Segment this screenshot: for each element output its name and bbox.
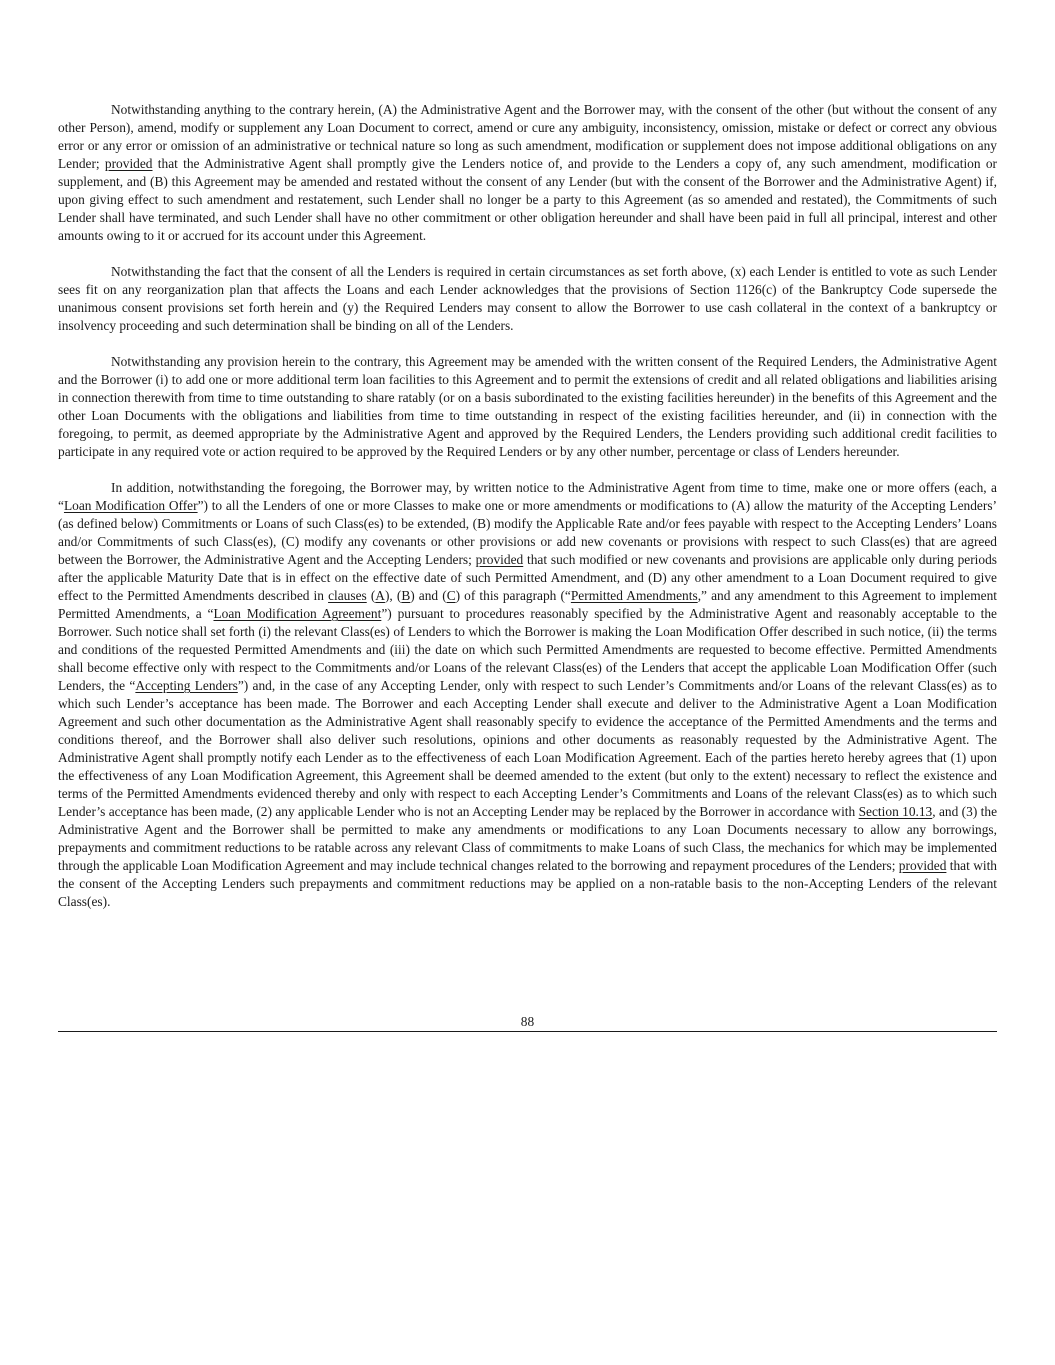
clause-c-reference: C — [446, 588, 456, 603]
clause-a-reference: A — [375, 588, 385, 603]
text-run: that such modified or new covenants and provisions are applicable only during periods after the applicable Maturity Date that is in effect on the effective date of such Permitted Amendment, and (D) any other amendment to a Loan Document required to give effect to the Permitted Amendments described in — [58, 552, 997, 603]
paragraph-loan-modification — [58, 479, 997, 911]
provided-term: provided — [104, 156, 153, 171]
paragraph-amendment-corrections — [58, 101, 997, 245]
text-run: ”) to all the Lenders of one or more Classes to make one or more amendments or modifications to (A) allow the maturity of the Accepting Lenders’ (as defined below) Commitments or Loans of such Class(es) to be extended, (B) modify the Applicable Rate and/or fees payable with respect to the Accepting Lenders’ Loans and/or Commitments of such Class(es), (C) modify any covenants or other provisions or add new covenants or provisions with respect to such Class(es) that are agreed between the Borrower, the Administrative Agent and the Accepting Lenders; — [58, 498, 998, 567]
defined-term-loan-modification-agreement: Loan Modification Agreement — [213, 606, 382, 621]
text-run: In addition, notwithstanding the foregoing, the Borrower may, by written notice to the Administrative Agent from time to time, make one or more offers (each, a “ — [58, 480, 997, 513]
document-body — [58, 101, 997, 911]
defined-term-loan-modification-offer: Loan Modification Offer — [63, 498, 198, 513]
paragraph-bankruptcy-consent: Notwithstanding the fact that the consent of all the Lenders is required in certain circumstances as set forth above, (x) each Lender is entitled to vote as such Lender sees fit on any reorganization plan that affects the Loans and each Lender acknowledges that the provisions of Section 1126(c) of the Bankruptcy Code supersede the unanimous consent provisions set forth herein and (y) the Required Lenders may consent to allow the Borrower to use cash collateral in the context of a bankruptcy or insolvency proceeding and such determination shall be binding on all of the Lenders. — [58, 264, 997, 333]
text-run: ( — [366, 588, 376, 603]
defined-term-accepting-lenders: Accepting Lenders — [135, 678, 238, 693]
text-run: Notwithstanding anything to the contrary herein, (A) the Administrative Agent and the Borrower may, with the consent of the other (but without the consent of any other Person), amend, modify or supplement any Loan Document to correct, amend or cure any ambiguity, inconsistency, omission, mistake or defect or correct any obvious error or any error or omission of an administrative or technical nature so long as such amendment, modification or supplement does not impose additional obligations on any Lender; — [58, 102, 997, 171]
page-number: 88 — [520, 1014, 535, 1029]
paragraph-additional-facilities: Notwithstanding any provision herein to the contrary, this Agreement may be amended with the written consent of the Required Lenders, the Administrative Agent and the Borrower (i) to add one or more additional term loan facilities to this Agreement and to permit the extensions of credit and all related obligations and liabilities arising in connection therewith from time to time outstanding to share ratably (or on a basis subordinated to the existing facilities hereunder) in the benefits of this Agreement and the other Loan Documents with the obligations and liabilities from time to time outstanding in respect of the existing facilities hereunder, and (ii) in connection with the foregoing, to permit, as deemed appropriate by the Administrative Agent and approved by the Required Lenders, the Lenders providing such additional credit facilities to participate in any required vote or action required to be approved by the Required Lenders or by any other number, percentage or class of Lenders hereunder. — [58, 354, 997, 459]
clauses-reference: clauses — [328, 588, 367, 603]
clause-b-reference: B — [401, 588, 411, 603]
text-run: ) of this paragraph (“ — [455, 588, 571, 603]
text-run: ,” and any amendment to this Agreement to implement Permitted Amendments, a “ — [58, 588, 997, 621]
text-run: ), ( — [384, 588, 402, 603]
text-run: that with the consent of the Accepting Lenders such prepayments and commitment reductions may be applied on a non-ratable basis to the non-Accepting Lenders of the relevant Class(es). — [58, 858, 997, 909]
text-run: ”) and, in the case of any Accepting Lender, only with respect to such Lender’s Commitments and/or Loans of the relevant Class(es) as to which such Lender’s acceptance has been made. The Borrower and each Accepting Lender shall execute and deliver to the Administrative Agent a Loan Modification Agreement and such other documentation as the Administrative Agent shall reasonably specify to evidence the acceptance of the Permitted Amendments and the terms and conditions thereof, and the Borrower shall also deliver such resolutions, opinions and other documents as reasonably requested by the Administrative Agent. The Administrative Agent shall promptly notify each Lender as to the effectiveness of each Loan Modification Agreement. Each of the parties hereto hereby agrees that (1) upon the effectiveness of any Loan Modification Agreement, this Agreement shall be deemed amended to the extent (but only to the extent) necessary to reflect the existence and terms of the Permitted Amendments evidenced thereby and only with respect to each Accepting Lender’s Commitments and Loans of the relevant Class(es) as to which such Lender’s acceptance has been made, (2) any applicable Lender who is not an Accepting Lender may be replaced by the Borrower in accordance with — [58, 678, 997, 819]
text-run: ”) pursuant to procedures reasonably specified by the Administrative Agent and reasonably acceptable to the Borrower. Such notice shall set forth (i) the relevant Class(es) of Lenders to which the Borrower is making the Loan Modification Offer described in such notice, (ii) the terms and conditions of the requested Permitted Amendments and (iii) the date on which such Permitted Amendments are requested to become effective. Permitted Amendments shall become effective only with respect to the Commitments and/or Loans of the relevant Class(es) of the Lenders that accept the applicable Loan Modification Offer (such Lenders, the “ — [58, 606, 997, 693]
text-run: , and (3) the Administrative Agent and the Borrower shall be permitted to make any amendments or modifications to any Loan Documents necessary to allow any borrowings, prepayments and commitment reductions to be ratable across any relevant Class of commitments to make Loans of such Class, the mechanics for which may be implemented through the applicable Loan Modification Agreement and may include technical changes related to the borrowing and repayment procedures of the Lenders; — [58, 804, 998, 873]
footer-rule — [58, 1031, 997, 1032]
defined-term-permitted-amendments: Permitted Amendments — [570, 588, 698, 603]
text-run: ) and ( — [410, 588, 447, 603]
provided-term: provided — [898, 858, 947, 873]
provided-term: provided — [475, 552, 524, 567]
section-reference: Section 10.13 — [858, 804, 933, 819]
text-run: that the Administrative Agent shall promptly give the Lenders notice of, and provide to the Lenders a copy of, any such amendment, modification or supplement, and (B) this Agreement may be amended and restated without the consent of any Lender (but with the consent of the Borrower and the Administrative Agent) if, upon giving effect to such amendment and restatement, such Lender shall no longer be a party to this Agreement (as so amended and restated), the Commitments of such Lender shall have terminated, and such Lender shall have no other commitment or other obligation hereunder and shall have been paid in full all principal, interest and other amounts owing to it or accrued for its account under this Agreement. — [58, 156, 997, 243]
